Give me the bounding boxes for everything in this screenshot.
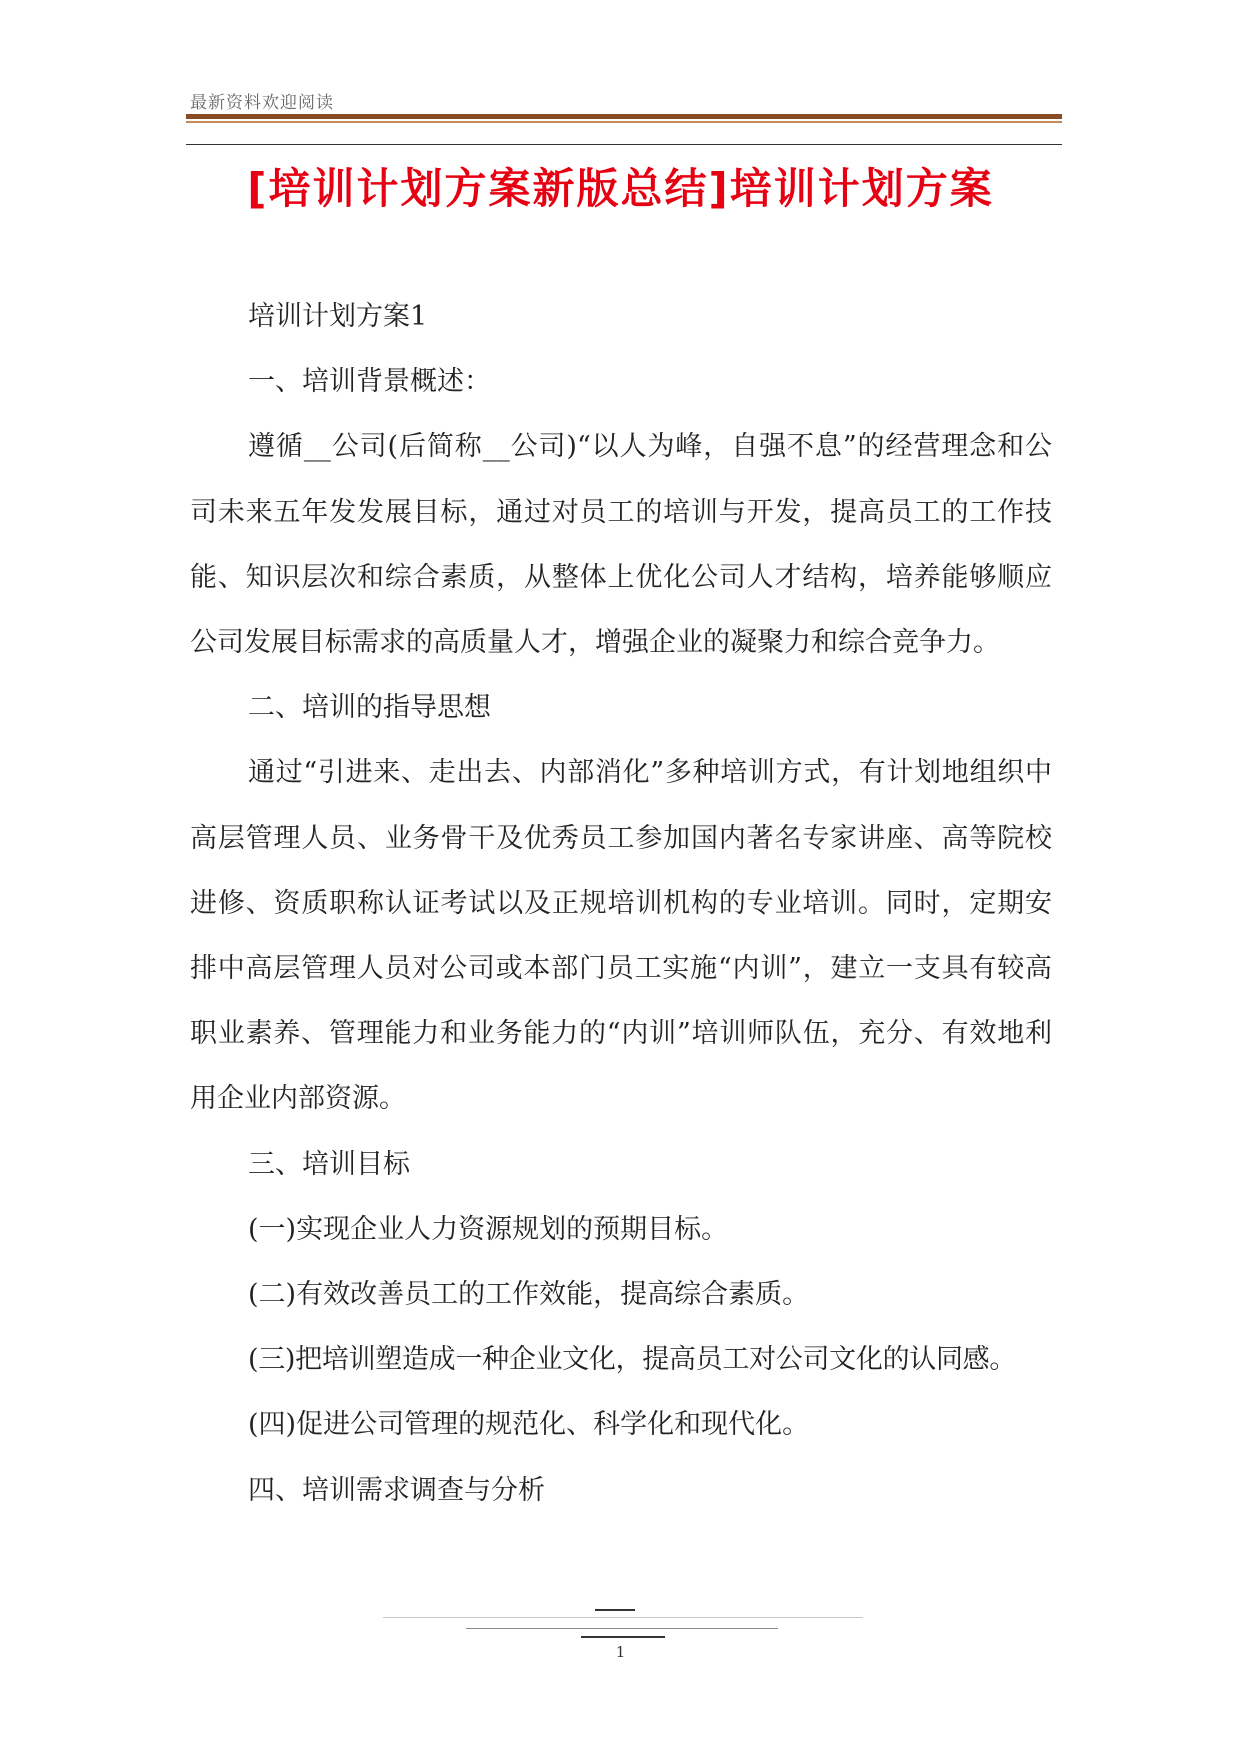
header-rule [186,114,1062,119]
section-heading: 培训计划方案1 [248,301,428,332]
list-item: (二)有效改善员工的工作效能，提高综合素质。 [248,1279,810,1311]
footer-rule-bottom [581,1636,665,1638]
list-item: (三)把培训塑造成一种企业文化，提高员工对公司文化的认同感。 [248,1344,1017,1376]
footer-rule [383,1617,863,1618]
section-heading: 一、培训背景概述： [248,366,491,398]
header-rule-accent [186,121,1062,123]
list-item: (四)促进公司管理的规范化、科学化和现代化。 [248,1409,810,1441]
section-heading: 二、培训的指导思想 [248,692,491,724]
page-number: 1 [615,1643,626,1661]
section-heading: 四、培训需求调查与分析 [248,1474,545,1506]
footer-rule-inner [466,1628,778,1629]
document-title: [培训计划方案新版总结]培训计划方案 [247,164,994,213]
top-divider [186,144,1062,145]
list-item: (一)实现企业人力资源规划的预期目标。 [248,1213,729,1245]
body-paragraph: 遵循__公司(后简称__公司)“以人为峰，自强不息”的经营理念和公司未来五年发发展目标，通过对员工的培训与开发，提高员工的工作技能、知识层次和综合素质，从整体上优化公司人才结构，培养能够顺应公司发展目标需求的高质量人才，增强企业的凝聚力和综合竞争力。 [190,431,1052,659]
body-paragraph: 通过“引进来、走出去、内部消化”多种培训方式，有计划地组织中高层管理人员、业务骨干及优秀员工参加国内著名专家讲座、高等院校进修、资质职称认证考试以及正规培训机构的专业培训。同时，定期安排中高层管理人员对公司或本部门员工实施“内训”，建立一支具有较高职业素养、管理能力和业务能力的“内训”培训师队伍，充分、有效地利用企业内部资源。 [190,757,1052,1115]
section-heading: 三、培训目标 [248,1148,410,1180]
running-header: 最新资料欢迎阅读 [190,93,334,113]
footer-rule-top [595,1609,635,1611]
document-body [190,284,1052,1523]
